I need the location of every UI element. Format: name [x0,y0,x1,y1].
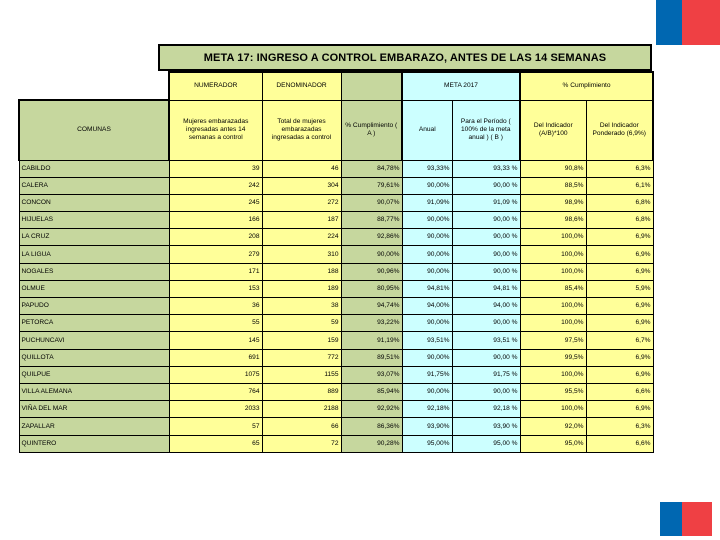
header-row-columns [19,100,653,160]
row-pct-cumplimiento: 79,61% [341,177,402,194]
row-indicador: 95,0% [520,435,586,452]
row-meta-periodo: 91,09 % [452,194,520,211]
row-numerador: 245 [169,194,262,211]
row-denominador: 2188 [262,401,341,418]
row-indicador-ponderado: 6,3% [586,160,653,177]
header-group-numerador: NUMERADOR [169,72,262,100]
row-meta-periodo: 90,00 % [452,246,520,263]
header-col-del-indicador: Del Indicador (A/B)*100 [520,100,586,160]
row-meta-periodo: 91,75 % [452,366,520,383]
row-indicador-ponderado: 6,8% [586,212,653,229]
row-meta-periodo: 90,00 % [452,177,520,194]
row-meta-anual: 90,00% [402,177,452,194]
row-pct-cumplimiento: 93,22% [341,315,402,332]
row-pct-cumplimiento: 90,96% [341,263,402,280]
row-indicador: 97,5% [520,332,586,349]
flag-red-band [682,502,712,536]
row-denominador: 188 [262,263,341,280]
row-pct-cumplimiento: 92,86% [341,229,402,246]
row-indicador-ponderado: 6,9% [586,349,653,366]
row-meta-periodo: 94,00 % [452,298,520,315]
table-row [19,298,653,315]
row-comuna: LA CRUZ [19,229,169,246]
row-indicador-ponderado: 6,9% [586,246,653,263]
row-pct-cumplimiento: 84,78% [341,160,402,177]
row-indicador-ponderado: 6,1% [586,177,653,194]
table-row [19,418,653,435]
row-pct-cumplimiento: 90,28% [341,435,402,452]
row-meta-anual: 93,51% [402,332,452,349]
row-denominador: 310 [262,246,341,263]
row-numerador: 764 [169,383,262,400]
row-meta-anual: 91,09% [402,194,452,211]
row-indicador-ponderado: 6,9% [586,229,653,246]
table-row [19,435,653,452]
row-indicador: 100,0% [520,263,586,280]
row-pct-cumplimiento: 90,00% [341,246,402,263]
row-pct-cumplimiento: 85,94% [341,383,402,400]
row-meta-anual: 90,00% [402,315,452,332]
row-comuna: VIÑA DEL MAR [19,401,169,418]
row-numerador: 166 [169,212,262,229]
row-indicador-ponderado: 6,8% [586,194,653,211]
row-numerador: 242 [169,177,262,194]
row-meta-periodo: 93,51 % [452,332,520,349]
row-indicador: 88,5% [520,177,586,194]
row-comuna: QUILLOTA [19,349,169,366]
row-pct-cumplimiento: 80,95% [341,280,402,297]
row-indicador: 100,0% [520,246,586,263]
row-meta-periodo: 90,00 % [452,315,520,332]
row-meta-anual: 90,00% [402,383,452,400]
row-indicador: 100,0% [520,229,586,246]
table-row [19,246,653,263]
row-denominador: 38 [262,298,341,315]
flag-blue-band [656,0,682,45]
row-indicador-ponderado: 6,9% [586,263,653,280]
row-indicador-ponderado: 6,6% [586,435,653,452]
row-meta-anual: 90,00% [402,246,452,263]
row-meta-periodo: 90,00 % [452,349,520,366]
row-numerador: 55 [169,315,262,332]
row-denominador: 189 [262,280,341,297]
header-group-spacer-green [341,72,402,100]
row-meta-periodo: 92,18 % [452,401,520,418]
row-pct-cumplimiento: 93,07% [341,366,402,383]
row-comuna: QUILPUE [19,366,169,383]
table-body [19,160,653,452]
header-col-numerador: Mujeres embarazadas ingresadas antes 14 semanas a control [169,100,262,160]
row-denominador: 159 [262,332,341,349]
row-comuna: ZAPALLAR [19,418,169,435]
header-col-denominador: Total de mujeres embarazadas ingresadas a control [262,100,341,160]
row-meta-anual: 92,18% [402,401,452,418]
row-indicador-ponderado: 6,3% [586,418,653,435]
row-pct-cumplimiento: 86,36% [341,418,402,435]
row-numerador: 208 [169,229,262,246]
header-spacer [19,72,169,100]
row-comuna: CONCON [19,194,169,211]
slide-title: META 17: INGRESO A CONTROL EMBARAZO, ANTES DE LAS 14 SEMANAS [158,44,652,71]
row-indicador: 85,4% [520,280,586,297]
row-indicador: 99,5% [520,349,586,366]
row-indicador: 100,0% [520,298,586,315]
flag-decoration-top-right [656,0,720,45]
row-denominador: 772 [262,349,341,366]
row-indicador-ponderado: 6,9% [586,315,653,332]
row-indicador: 90,8% [520,160,586,177]
table-row [19,263,653,280]
row-numerador: 36 [169,298,262,315]
table-row [19,366,653,383]
row-comuna: CALERA [19,177,169,194]
row-comuna: PAPUDO [19,298,169,315]
table-row [19,229,653,246]
row-comuna: NOGALES [19,263,169,280]
row-indicador: 95,5% [520,383,586,400]
row-meta-anual: 94,81% [402,280,452,297]
row-meta-periodo: 90,00 % [452,383,520,400]
row-comuna: HIJUELAS [19,212,169,229]
row-meta-periodo: 95,00 % [452,435,520,452]
row-denominador: 72 [262,435,341,452]
table-row [19,315,653,332]
row-numerador: 145 [169,332,262,349]
row-indicador-ponderado: 6,9% [586,401,653,418]
row-pct-cumplimiento: 90,07% [341,194,402,211]
row-comuna: CABILDO [19,160,169,177]
header-row-groups [19,72,653,100]
row-indicador-ponderado: 6,6% [586,383,653,400]
row-numerador: 279 [169,246,262,263]
row-pct-cumplimiento: 89,51% [341,349,402,366]
row-meta-anual: 91,75% [402,366,452,383]
table-row [19,177,653,194]
row-meta-anual: 90,00% [402,212,452,229]
row-indicador-ponderado: 6,9% [586,366,653,383]
row-numerador: 2033 [169,401,262,418]
row-pct-cumplimiento: 94,74% [341,298,402,315]
row-comuna: QUINTERO [19,435,169,452]
row-pct-cumplimiento: 91,19% [341,332,402,349]
header-group-cumplimiento: % Cumplimiento [520,72,653,100]
header-col-del-indicador-ponderado: Del Indicador Ponderado (6,9%) [586,100,653,160]
row-comuna: VILLA ALEMANA [19,383,169,400]
row-numerador: 1075 [169,366,262,383]
row-pct-cumplimiento: 92,92% [341,401,402,418]
row-denominador: 272 [262,194,341,211]
table-row [19,401,653,418]
row-indicador: 98,6% [520,212,586,229]
row-indicador: 100,0% [520,315,586,332]
row-numerador: 39 [169,160,262,177]
row-meta-periodo: 93,33 % [452,160,520,177]
row-denominador: 187 [262,212,341,229]
row-meta-periodo: 90,00 % [452,212,520,229]
header-col-periodo: Para el Período ( 100% de la meta anual ) ( B ) [452,100,520,160]
header-group-denominador: DENOMINADOR [262,72,341,100]
row-indicador: 98,9% [520,194,586,211]
row-indicador: 100,0% [520,401,586,418]
row-meta-periodo: 90,00 % [452,229,520,246]
row-meta-anual: 93,90% [402,418,452,435]
table-header [19,72,653,160]
header-col-anual: Anual [402,100,452,160]
row-indicador: 100,0% [520,366,586,383]
row-comuna: PUCHUNCAVI [19,332,169,349]
table-row [19,332,653,349]
metrics-table [18,71,654,453]
row-denominador: 59 [262,315,341,332]
row-numerador: 153 [169,280,262,297]
row-numerador: 691 [169,349,262,366]
row-denominador: 46 [262,160,341,177]
row-denominador: 224 [262,229,341,246]
flag-red-band [682,0,720,45]
row-denominador: 66 [262,418,341,435]
table-row [19,280,653,297]
flag-decoration-bottom-right [660,502,712,536]
row-meta-anual: 90,00% [402,263,452,280]
row-comuna: LA LIGUA [19,246,169,263]
table-row [19,194,653,211]
row-comuna: OLMUE [19,280,169,297]
row-indicador: 92,0% [520,418,586,435]
flag-blue-band [660,502,682,536]
row-meta-anual: 90,00% [402,349,452,366]
row-meta-anual: 95,00% [402,435,452,452]
row-denominador: 1155 [262,366,341,383]
row-denominador: 889 [262,383,341,400]
header-col-comunas: COMUNAS [19,100,169,160]
row-meta-anual: 90,00% [402,229,452,246]
table-row [19,212,653,229]
row-meta-anual: 94,00% [402,298,452,315]
row-pct-cumplimiento: 88,77% [341,212,402,229]
row-indicador-ponderado: 6,7% [586,332,653,349]
row-indicador-ponderado: 5,9% [586,280,653,297]
row-comuna: PETORCA [19,315,169,332]
row-meta-periodo: 90,00 % [452,263,520,280]
row-meta-anual: 93,33% [402,160,452,177]
row-numerador: 65 [169,435,262,452]
header-group-meta-2017: META 2017 [402,72,520,100]
row-indicador-ponderado: 6,9% [586,298,653,315]
table-row [19,160,653,177]
row-denominador: 304 [262,177,341,194]
table-row [19,349,653,366]
row-meta-periodo: 94,81 % [452,280,520,297]
header-col-pct-cumplimiento-a: % Cumplimiento ( A ) [341,100,402,160]
row-numerador: 57 [169,418,262,435]
row-numerador: 171 [169,263,262,280]
row-meta-periodo: 93,90 % [452,418,520,435]
table-row [19,383,653,400]
